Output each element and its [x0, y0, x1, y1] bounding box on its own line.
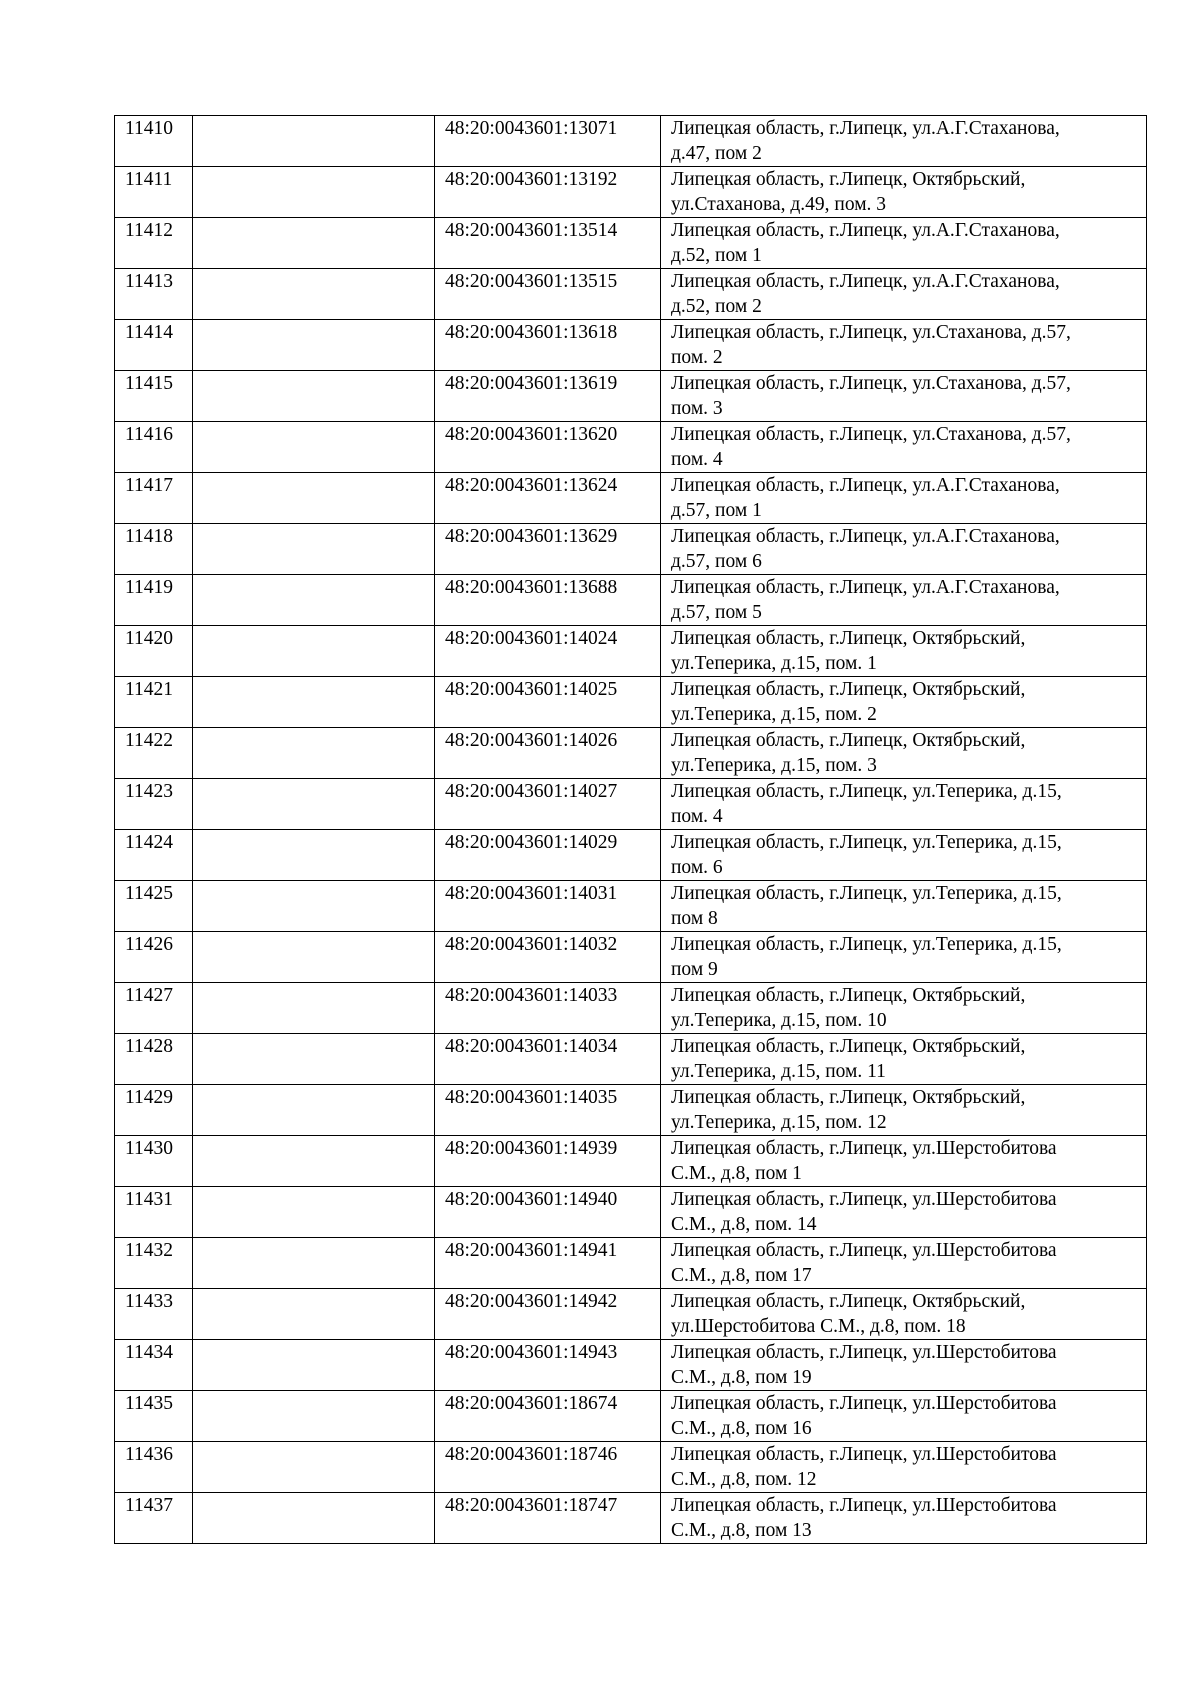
address-cell — [661, 524, 1147, 575]
address-line: д.52, пом 1 — [671, 245, 762, 266]
address-cell — [661, 1034, 1147, 1085]
address-cell — [661, 779, 1147, 830]
address-cell — [661, 1085, 1147, 1136]
address-cell — [661, 1391, 1147, 1442]
address-line: пом. 2 — [671, 347, 723, 368]
cadastral-number-cell: 48:20:0043601:13515 — [435, 269, 661, 320]
table-row — [115, 1238, 1147, 1289]
address-line: ул.Теперика, д.15, пом. 3 — [671, 755, 877, 776]
address-line: пом 8 — [671, 908, 718, 929]
property-table — [114, 115, 1147, 1544]
table-row — [115, 371, 1147, 422]
cadastral-number-cell: 48:20:0043601:14025 — [435, 677, 661, 728]
cadastral-number-cell: 48:20:0043601:14942 — [435, 1289, 661, 1340]
address-line: пом. 4 — [671, 806, 723, 827]
empty-cell — [193, 626, 435, 677]
empty-cell — [193, 320, 435, 371]
address-cell — [661, 1187, 1147, 1238]
empty-cell — [193, 167, 435, 218]
address-line: Липецкая область, г.Липецк, Октябрьский, — [671, 985, 1026, 1006]
empty-cell — [193, 116, 435, 167]
table-row — [115, 1340, 1147, 1391]
table-row — [115, 269, 1147, 320]
cadastral-number-cell: 48:20:0043601:18746 — [435, 1442, 661, 1493]
table-row — [115, 1442, 1147, 1493]
row-number-cell: 11421 — [115, 677, 193, 728]
row-number-cell: 11420 — [115, 626, 193, 677]
table-row — [115, 983, 1147, 1034]
address-cell — [661, 881, 1147, 932]
row-number-cell: 11436 — [115, 1442, 193, 1493]
table-row — [115, 116, 1147, 167]
table-row — [115, 677, 1147, 728]
address-line: Липецкая область, г.Липецк, ул.А.Г.Стаханова, — [671, 271, 1060, 292]
row-number-cell: 11418 — [115, 524, 193, 575]
table-row — [115, 524, 1147, 575]
address-cell — [661, 626, 1147, 677]
empty-cell — [193, 1391, 435, 1442]
table-row — [115, 1391, 1147, 1442]
row-number-cell: 11426 — [115, 932, 193, 983]
cadastral-number-cell: 48:20:0043601:14939 — [435, 1136, 661, 1187]
address-line: д.57, пом 6 — [671, 551, 762, 572]
table-row — [115, 932, 1147, 983]
address-cell — [661, 1238, 1147, 1289]
address-line: С.М., д.8, пом. 12 — [671, 1469, 817, 1490]
cadastral-number-cell: 48:20:0043601:13629 — [435, 524, 661, 575]
address-line: Липецкая область, г.Липецк, ул.А.Г.Стаханова, — [671, 526, 1060, 547]
empty-cell — [193, 575, 435, 626]
row-number-cell: 11428 — [115, 1034, 193, 1085]
table-row — [115, 728, 1147, 779]
address-cell — [661, 167, 1147, 218]
property-table-body — [115, 116, 1147, 1544]
empty-cell — [193, 1187, 435, 1238]
address-line: Липецкая область, г.Липецк, ул.Шерстобитова — [671, 1138, 1057, 1159]
address-line: пом. 6 — [671, 857, 723, 878]
table-row — [115, 218, 1147, 269]
cadastral-number-cell: 48:20:0043601:14034 — [435, 1034, 661, 1085]
table-row — [115, 575, 1147, 626]
row-number-cell: 11437 — [115, 1493, 193, 1544]
cadastral-number-cell: 48:20:0043601:14032 — [435, 932, 661, 983]
empty-cell — [193, 269, 435, 320]
cadastral-number-cell: 48:20:0043601:18674 — [435, 1391, 661, 1442]
address-line: Липецкая область, г.Липецк, ул.Стаханова, д.57, — [671, 373, 1071, 394]
table-row — [115, 779, 1147, 830]
table-row — [115, 1085, 1147, 1136]
address-cell — [661, 1493, 1147, 1544]
address-line: Липецкая область, г.Липецк, ул.Шерстобитова — [671, 1342, 1057, 1363]
cadastral-number-cell: 48:20:0043601:14033 — [435, 983, 661, 1034]
row-number-cell: 11422 — [115, 728, 193, 779]
address-cell — [661, 728, 1147, 779]
address-line: С.М., д.8, пом 1 — [671, 1163, 802, 1184]
address-line: Липецкая область, г.Липецк, ул.Стаханова, д.57, — [671, 424, 1071, 445]
address-line: Липецкая область, г.Липецк, ул.А.Г.Стаханова, — [671, 475, 1060, 496]
address-line: ул.Шерстобитова С.М., д.8, пом. 18 — [671, 1316, 966, 1337]
address-cell — [661, 320, 1147, 371]
cadastral-number-cell: 48:20:0043601:14029 — [435, 830, 661, 881]
address-cell — [661, 1136, 1147, 1187]
address-line: Липецкая область, г.Липецк, ул.А.Г.Стаханова, — [671, 118, 1060, 139]
cadastral-number-cell: 48:20:0043601:14940 — [435, 1187, 661, 1238]
cadastral-number-cell: 48:20:0043601:13620 — [435, 422, 661, 473]
address-line: Липецкая область, г.Липецк, Октябрьский, — [671, 1291, 1026, 1312]
cadastral-number-cell: 48:20:0043601:14026 — [435, 728, 661, 779]
row-number-cell: 11434 — [115, 1340, 193, 1391]
row-number-cell: 11415 — [115, 371, 193, 422]
empty-cell — [193, 1289, 435, 1340]
address-line: Липецкая область, г.Липецк, ул.Шерстобитова — [671, 1189, 1057, 1210]
address-line: С.М., д.8, пом 19 — [671, 1367, 812, 1388]
table-row — [115, 1187, 1147, 1238]
table-row — [115, 1289, 1147, 1340]
address-line: Липецкая область, г.Липецк, Октябрьский, — [671, 1087, 1026, 1108]
table-row — [115, 1493, 1147, 1544]
row-number-cell: 11429 — [115, 1085, 193, 1136]
cadastral-number-cell: 48:20:0043601:13619 — [435, 371, 661, 422]
cadastral-number-cell: 48:20:0043601:14027 — [435, 779, 661, 830]
cadastral-number-cell: 48:20:0043601:13624 — [435, 473, 661, 524]
address-cell — [661, 1289, 1147, 1340]
address-cell — [661, 677, 1147, 728]
address-line: Липецкая область, г.Липецк, Октябрьский, — [671, 1036, 1026, 1057]
address-line: пом. 3 — [671, 398, 723, 419]
row-number-cell: 11410 — [115, 116, 193, 167]
address-line: д.57, пом 1 — [671, 500, 762, 521]
empty-cell — [193, 1340, 435, 1391]
address-line: ул.Теперика, д.15, пом. 12 — [671, 1112, 887, 1133]
address-cell — [661, 269, 1147, 320]
address-cell — [661, 116, 1147, 167]
address-line: Липецкая область, г.Липецк, ул.Теперика, д.15, — [671, 883, 1062, 904]
empty-cell — [193, 371, 435, 422]
row-number-cell: 11427 — [115, 983, 193, 1034]
table-row — [115, 626, 1147, 677]
address-line: пом. 4 — [671, 449, 723, 470]
empty-cell — [193, 473, 435, 524]
row-number-cell: 11411 — [115, 167, 193, 218]
cadastral-number-cell: 48:20:0043601:14035 — [435, 1085, 661, 1136]
row-number-cell: 11424 — [115, 830, 193, 881]
address-cell — [661, 1442, 1147, 1493]
table-row — [115, 1034, 1147, 1085]
cadastral-number-cell: 48:20:0043601:13192 — [435, 167, 661, 218]
table-row — [115, 167, 1147, 218]
row-number-cell: 11413 — [115, 269, 193, 320]
address-line: ул.Теперика, д.15, пом. 10 — [671, 1010, 887, 1031]
table-row — [115, 881, 1147, 932]
cadastral-number-cell: 48:20:0043601:13514 — [435, 218, 661, 269]
empty-cell — [193, 1085, 435, 1136]
empty-cell — [193, 1442, 435, 1493]
row-number-cell: 11416 — [115, 422, 193, 473]
row-number-cell: 11419 — [115, 575, 193, 626]
address-cell — [661, 1340, 1147, 1391]
address-cell — [661, 218, 1147, 269]
row-number-cell: 11412 — [115, 218, 193, 269]
address-line: Липецкая область, г.Липецк, ул.Стаханова, д.57, — [671, 322, 1071, 343]
row-number-cell: 11414 — [115, 320, 193, 371]
empty-cell — [193, 677, 435, 728]
address-cell — [661, 983, 1147, 1034]
empty-cell — [193, 1136, 435, 1187]
table-row — [115, 422, 1147, 473]
empty-cell — [193, 1238, 435, 1289]
address-cell — [661, 422, 1147, 473]
address-line: ул.Теперика, д.15, пом. 2 — [671, 704, 877, 725]
address-line: ул.Стаханова, д.49, пом. 3 — [671, 194, 887, 215]
table-row — [115, 320, 1147, 371]
address-line: Липецкая область, г.Липецк, ул.А.Г.Стаханова, — [671, 577, 1060, 598]
empty-cell — [193, 524, 435, 575]
cadastral-number-cell: 48:20:0043601:14943 — [435, 1340, 661, 1391]
cadastral-number-cell: 48:20:0043601:14941 — [435, 1238, 661, 1289]
table-row — [115, 1136, 1147, 1187]
row-number-cell: 11423 — [115, 779, 193, 830]
address-cell — [661, 473, 1147, 524]
empty-cell — [193, 830, 435, 881]
address-line: Липецкая область, г.Липецк, Октябрьский, — [671, 679, 1026, 700]
address-line: Липецкая область, г.Липецк, Октябрьский, — [671, 628, 1026, 649]
address-cell — [661, 932, 1147, 983]
empty-cell — [193, 218, 435, 269]
cadastral-number-cell: 48:20:0043601:14031 — [435, 881, 661, 932]
address-line: С.М., д.8, пом 16 — [671, 1418, 812, 1439]
row-number-cell: 11432 — [115, 1238, 193, 1289]
empty-cell — [193, 779, 435, 830]
address-line: пом 9 — [671, 959, 718, 980]
empty-cell — [193, 932, 435, 983]
address-line: Липецкая область, г.Липецк, ул.Теперика, д.15, — [671, 832, 1062, 853]
table-row — [115, 830, 1147, 881]
address-line: Липецкая область, г.Липецк, ул.Теперика, д.15, — [671, 934, 1062, 955]
address-line: Липецкая область, г.Липецк, ул.А.Г.Стаханова, — [671, 220, 1060, 241]
address-line: Липецкая область, г.Липецк, Октябрьский, — [671, 169, 1026, 190]
row-number-cell: 11435 — [115, 1391, 193, 1442]
address-line: Липецкая область, г.Липецк, ул.Шерстобитова — [671, 1495, 1057, 1516]
address-cell — [661, 830, 1147, 881]
table-row — [115, 473, 1147, 524]
cadastral-number-cell: 48:20:0043601:13618 — [435, 320, 661, 371]
address-line: Липецкая область, г.Липецк, Октябрьский, — [671, 730, 1026, 751]
empty-cell — [193, 983, 435, 1034]
empty-cell — [193, 1034, 435, 1085]
address-line: д.57, пом 5 — [671, 602, 762, 623]
address-cell — [661, 575, 1147, 626]
cadastral-number-cell: 48:20:0043601:18747 — [435, 1493, 661, 1544]
address-line: Липецкая область, г.Липецк, ул.Теперика, д.15, — [671, 781, 1062, 802]
empty-cell — [193, 1493, 435, 1544]
cadastral-number-cell: 48:20:0043601:13688 — [435, 575, 661, 626]
address-line: С.М., д.8, пом 17 — [671, 1265, 812, 1286]
row-number-cell: 11425 — [115, 881, 193, 932]
empty-cell — [193, 881, 435, 932]
address-line: Липецкая область, г.Липецк, ул.Шерстобитова — [671, 1393, 1057, 1414]
address-line: д.52, пом 2 — [671, 296, 762, 317]
row-number-cell: 11430 — [115, 1136, 193, 1187]
address-line: С.М., д.8, пом. 14 — [671, 1214, 817, 1235]
row-number-cell: 11431 — [115, 1187, 193, 1238]
empty-cell — [193, 422, 435, 473]
cadastral-number-cell: 48:20:0043601:13071 — [435, 116, 661, 167]
row-number-cell: 11433 — [115, 1289, 193, 1340]
address-line: Липецкая область, г.Липецк, ул.Шерстобитова — [671, 1240, 1057, 1261]
address-cell — [661, 371, 1147, 422]
row-number-cell: 11417 — [115, 473, 193, 524]
address-line: С.М., д.8, пом 13 — [671, 1520, 812, 1541]
empty-cell — [193, 728, 435, 779]
address-line: ул.Теперика, д.15, пом. 11 — [671, 1061, 886, 1082]
address-line: ул.Теперика, д.15, пом. 1 — [671, 653, 877, 674]
address-line: д.47, пом 2 — [671, 143, 762, 164]
address-line: Липецкая область, г.Липецк, ул.Шерстобитова — [671, 1444, 1057, 1465]
cadastral-number-cell: 48:20:0043601:14024 — [435, 626, 661, 677]
